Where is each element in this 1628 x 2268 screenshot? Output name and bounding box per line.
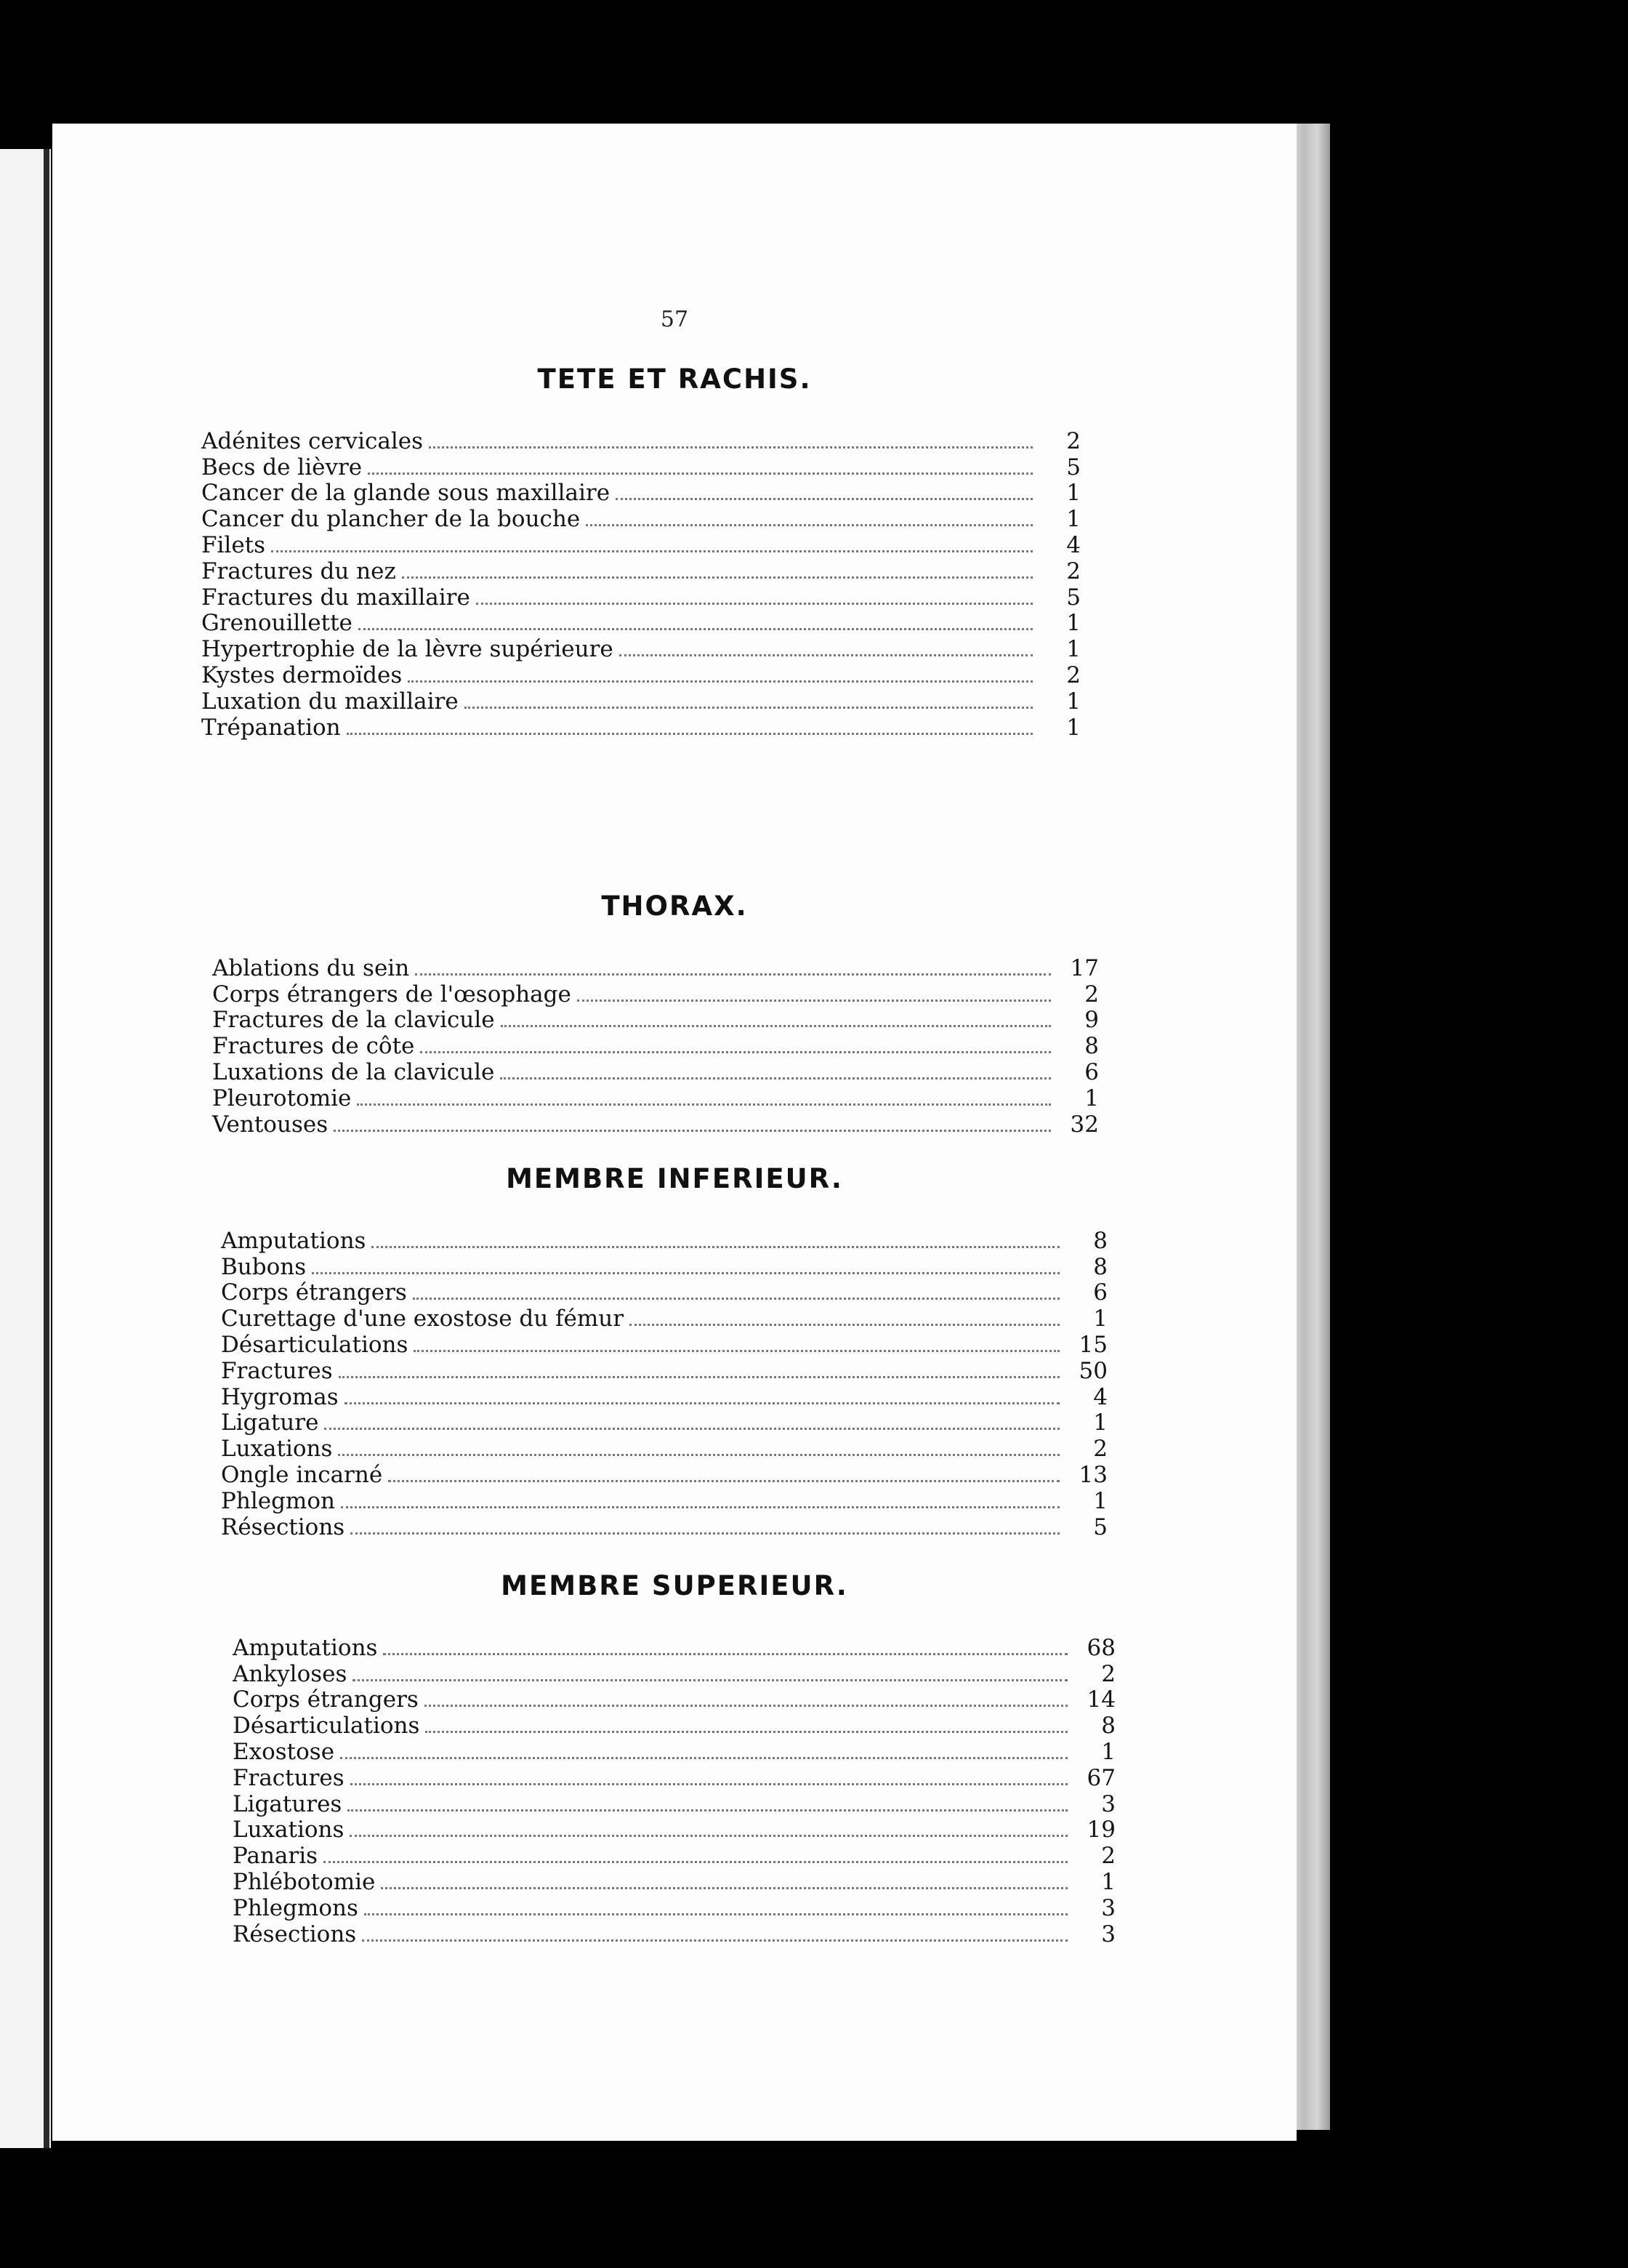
list-item: Luxations de la clavicule 6 xyxy=(212,1058,1099,1085)
list-item: Phlébotomie 1 xyxy=(233,1868,1116,1895)
list-item: Fractures 67 xyxy=(233,1764,1116,1791)
list-item: Fractures 50 xyxy=(221,1357,1108,1384)
book-page xyxy=(52,124,1297,2141)
list-item: Becs de lièvre 5 xyxy=(201,454,1081,480)
list-item: Luxation du maxillaire 1 xyxy=(201,688,1081,715)
entry-list xyxy=(212,954,1099,1136)
list-item: Phlegmon 1 xyxy=(221,1487,1108,1514)
entry-list xyxy=(233,1633,1116,1946)
list-item: Panaris 2 xyxy=(233,1843,1116,1870)
list-item: Kystes dermoïdes 2 xyxy=(201,662,1081,688)
list-item: Curettage d'une exostose du fémur 1 xyxy=(221,1306,1108,1332)
list-item: Ankyloses 2 xyxy=(233,1660,1116,1687)
list-item: Bubons 8 xyxy=(221,1253,1108,1280)
list-item: Désarticulations 15 xyxy=(221,1331,1108,1358)
section-tete-et-rachis xyxy=(52,363,1297,739)
list-item: Fractures du nez 2 xyxy=(201,558,1081,584)
list-item: Pleurotomie 1 xyxy=(212,1085,1099,1111)
section-membre-inferieur xyxy=(52,1163,1297,1539)
section-thorax xyxy=(52,890,1297,1136)
list-item: Phlegmons 3 xyxy=(233,1894,1116,1921)
list-item: Corps étrangers 14 xyxy=(233,1686,1116,1713)
section-title: TETE ET RACHIS. xyxy=(537,363,812,395)
list-item: Hypertrophie de la lèvre supérieure 1 xyxy=(201,636,1081,663)
section-title: THORAX. xyxy=(601,890,748,922)
list-item: Fractures du maxillaire 5 xyxy=(201,584,1081,611)
list-item: Cancer du plancher de la bouche 1 xyxy=(201,506,1081,533)
entry-list xyxy=(221,1226,1108,1539)
list-item: Résections 5 xyxy=(221,1513,1108,1540)
list-item: Exostose 1 xyxy=(233,1738,1116,1765)
list-item: Ventouses 32 xyxy=(212,1111,1099,1138)
list-item: Ligatures 3 xyxy=(233,1790,1116,1817)
list-item: Hygromas 4 xyxy=(221,1383,1108,1410)
list-item: Grenouillette 1 xyxy=(201,610,1081,637)
list-item: Corps étrangers 6 xyxy=(221,1279,1108,1306)
entry-list xyxy=(201,427,1081,739)
list-item: Corps étrangers de l'œsophage 2 xyxy=(212,981,1099,1008)
list-item: Fractures de côte 8 xyxy=(212,1033,1099,1060)
list-item: Fractures de la clavicule 9 xyxy=(212,1007,1099,1034)
list-item: Filets 4 xyxy=(201,531,1081,558)
list-item: Amputations 68 xyxy=(233,1634,1116,1661)
section-title: MEMBRE INFERIEUR. xyxy=(506,1163,843,1194)
list-item: Résections 3 xyxy=(233,1921,1116,1947)
list-item: Luxations 2 xyxy=(221,1436,1108,1463)
section-membre-superieur xyxy=(52,1570,1297,1946)
list-item: Amputations 8 xyxy=(221,1227,1108,1254)
list-item: Ligature 1 xyxy=(221,1410,1108,1436)
list-item: Cancer de la glande sous maxillaire 1 xyxy=(201,480,1081,507)
section-title: MEMBRE SUPERIEUR. xyxy=(501,1570,848,1601)
page-number: 57 xyxy=(660,307,689,332)
list-item: Trépanation 1 xyxy=(201,714,1081,741)
list-item: Désarticulations 8 xyxy=(233,1713,1116,1740)
list-item: Luxations 19 xyxy=(233,1817,1116,1843)
list-item: Ongle incarné 13 xyxy=(221,1461,1108,1488)
list-item: Ablations du sein 17 xyxy=(212,954,1099,981)
list-item: Adénites cervicales 2 xyxy=(201,427,1081,454)
book-binding xyxy=(44,149,49,2148)
